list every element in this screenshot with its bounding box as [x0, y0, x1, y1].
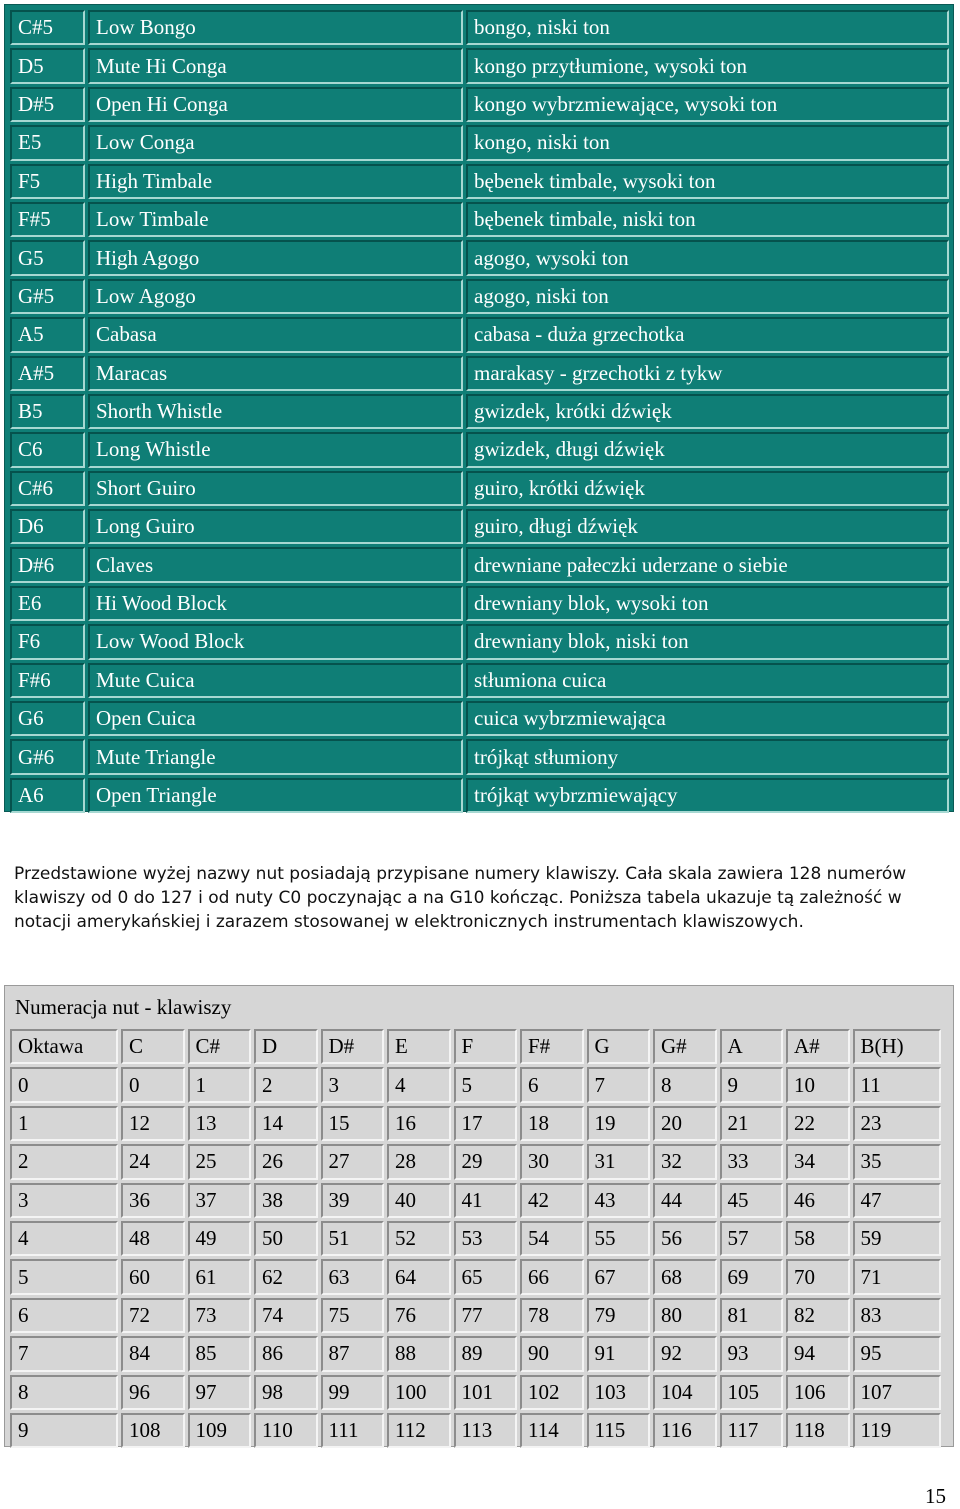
key-number-cell: 103	[587, 1375, 651, 1410]
key-number-cell: 4	[387, 1067, 451, 1102]
instrument-cell: Maracas	[88, 356, 463, 391]
description-paragraph: Przedstawione wyżej nazwy nut posiadają przypisane numery klawiszy. Cała skala zawiera 128 numerów klawiszy od 0 do 127 i od nuty C0 poczynając a na G10 kończąc. Poniższa tabela ukazuje tą zależność w notacji amerykańskiej i zarazem stosowanej w elektronicznych instrumentach klawiszowych.	[14, 864, 907, 932]
key-number-cell: 10	[786, 1067, 850, 1102]
table-row	[10, 778, 949, 813]
key-number-cell: 25	[188, 1144, 252, 1179]
column-header: A	[720, 1029, 784, 1064]
key-number-cell: 5	[454, 1067, 518, 1102]
table-row	[10, 164, 949, 199]
table-row	[10, 1375, 941, 1410]
key-number-cell: 91	[587, 1336, 651, 1371]
column-header: D	[254, 1029, 318, 1064]
column-header: B(H)	[853, 1029, 941, 1064]
key-number-cell: 90	[520, 1336, 584, 1371]
key-number-cell: 88	[387, 1336, 451, 1371]
instrument-cell: Low Bongo	[88, 10, 463, 45]
key-number-cell: 99	[321, 1375, 385, 1410]
key-numbering-table	[4, 985, 954, 1447]
key-number-cell: 38	[254, 1183, 318, 1218]
note-cell: E5	[10, 125, 85, 160]
key-number-cell: 114	[520, 1413, 584, 1448]
key-number-cell: 108	[121, 1413, 185, 1448]
description-cell: kongo wybrzmiewające, wysoki ton	[466, 87, 949, 122]
key-number-cell: 53	[454, 1221, 518, 1256]
key-number-cell: 31	[587, 1144, 651, 1179]
key-number-cell: 111	[321, 1413, 385, 1448]
key-number-cell: 14	[254, 1106, 318, 1141]
table-row	[10, 739, 949, 774]
instrument-cell: Open Cuica	[88, 701, 463, 736]
note-cell: A#5	[10, 356, 85, 391]
key-number-cell: 24	[121, 1144, 185, 1179]
note-cell: D6	[10, 509, 85, 544]
key-number-cell: 115	[587, 1413, 651, 1448]
octave-cell: 1	[10, 1106, 118, 1141]
octave-cell: 4	[10, 1221, 118, 1256]
key-number-cell: 105	[720, 1375, 784, 1410]
description-cell: agogo, niski ton	[466, 279, 949, 314]
key-number-cell: 68	[653, 1259, 717, 1294]
key-number-cell: 112	[387, 1413, 451, 1448]
key-number-cell: 55	[587, 1221, 651, 1256]
instrument-cell: Shorth Whistle	[88, 394, 463, 429]
key-number-cell: 19	[587, 1106, 651, 1141]
key-number-cell: 34	[786, 1144, 850, 1179]
key-number-cell: 119	[853, 1413, 941, 1448]
key-number-cell: 59	[853, 1221, 941, 1256]
key-number-cell: 30	[520, 1144, 584, 1179]
octave-cell: 0	[10, 1067, 118, 1102]
key-number-cell: 50	[254, 1221, 318, 1256]
key-number-cell: 23	[853, 1106, 941, 1141]
table-row	[10, 394, 949, 429]
key-number-cell: 83	[853, 1298, 941, 1333]
key-number-cell: 47	[853, 1183, 941, 1218]
key-number-cell: 0	[121, 1067, 185, 1102]
note-cell: D5	[10, 48, 85, 83]
key-number-cell: 8	[653, 1067, 717, 1102]
key-number-cell: 26	[254, 1144, 318, 1179]
description-cell: trójkąt wybrzmiewający	[466, 778, 949, 813]
key-number-cell: 113	[454, 1413, 518, 1448]
key-number-cell: 51	[321, 1221, 385, 1256]
table-row	[10, 10, 949, 45]
table-header-row	[10, 1029, 941, 1064]
instrument-cell: Mute Hi Conga	[88, 48, 463, 83]
note-cell: A6	[10, 778, 85, 813]
key-number-cell: 36	[121, 1183, 185, 1218]
table-row	[10, 317, 949, 352]
note-cell: C#5	[10, 10, 85, 45]
instrument-cell: High Agogo	[88, 240, 463, 275]
table-row	[10, 240, 949, 275]
table-row	[10, 1183, 941, 1218]
table-row	[10, 624, 949, 659]
description-cell: drewniane pałeczki uderzane o siebie	[466, 547, 949, 582]
key-number-cell: 58	[786, 1221, 850, 1256]
key-number-cell: 76	[387, 1298, 451, 1333]
key-number-cell: 95	[853, 1336, 941, 1371]
key-number-cell: 22	[786, 1106, 850, 1141]
table-caption: Numeracja nut - klawiszy	[15, 995, 232, 1019]
table-row	[10, 1106, 941, 1141]
description-cell: cabasa - duża grzechotka	[466, 317, 949, 352]
key-number-cell: 27	[321, 1144, 385, 1179]
note-cell: A5	[10, 317, 85, 352]
key-number-cell: 40	[387, 1183, 451, 1218]
description-cell: bębenek timbale, wysoki ton	[466, 164, 949, 199]
instrument-cell: Hi Wood Block	[88, 586, 463, 621]
key-number-cell: 17	[454, 1106, 518, 1141]
description-cell: bębenek timbale, niski ton	[466, 202, 949, 237]
key-number-cell: 2	[254, 1067, 318, 1102]
description-cell: stłumiona cuica	[466, 663, 949, 698]
key-number-cell: 62	[254, 1259, 318, 1294]
key-number-cell: 74	[254, 1298, 318, 1333]
column-header: C#	[188, 1029, 252, 1064]
octave-cell: 3	[10, 1183, 118, 1218]
percussion-table-grid	[7, 7, 952, 816]
description-cell: gwizdek, krótki dźwięk	[466, 394, 949, 429]
column-header: A#	[786, 1029, 850, 1064]
instrument-cell: Mute Triangle	[88, 739, 463, 774]
key-number-cell: 11	[853, 1067, 941, 1102]
table-row	[10, 547, 949, 582]
note-cell: E6	[10, 586, 85, 621]
key-number-cell: 48	[121, 1221, 185, 1256]
description-cell: kongo przytłumione, wysoki ton	[466, 48, 949, 83]
instrument-cell: High Timbale	[88, 164, 463, 199]
description-cell: cuica wybrzmiewająca	[466, 701, 949, 736]
description-cell: drewniany blok, niski ton	[466, 624, 949, 659]
key-number-cell: 37	[188, 1183, 252, 1218]
table-row	[10, 1067, 941, 1102]
table-row	[10, 1259, 941, 1294]
description-cell: drewniany blok, wysoki ton	[466, 586, 949, 621]
octave-cell: 5	[10, 1259, 118, 1294]
key-number-cell: 33	[720, 1144, 784, 1179]
key-number-cell: 71	[853, 1259, 941, 1294]
table-row	[10, 663, 949, 698]
key-number-cell: 63	[321, 1259, 385, 1294]
note-cell: F6	[10, 624, 85, 659]
note-cell: F5	[10, 164, 85, 199]
description-cell: gwizdek, długi dźwięk	[466, 432, 949, 467]
key-number-cell: 101	[454, 1375, 518, 1410]
instrument-cell: Cabasa	[88, 317, 463, 352]
instrument-cell: Low Agogo	[88, 279, 463, 314]
column-header: F	[454, 1029, 518, 1064]
key-number-cell: 109	[188, 1413, 252, 1448]
octave-cell: 6	[10, 1298, 118, 1333]
key-number-cell: 65	[454, 1259, 518, 1294]
table-row	[10, 1413, 941, 1448]
note-cell: G5	[10, 240, 85, 275]
key-number-cell: 79	[587, 1298, 651, 1333]
key-number-cell: 98	[254, 1375, 318, 1410]
column-header: F#	[520, 1029, 584, 1064]
table-row	[10, 432, 949, 467]
key-number-cell: 73	[188, 1298, 252, 1333]
table-row	[10, 279, 949, 314]
key-number-cell: 86	[254, 1336, 318, 1371]
octave-cell: 7	[10, 1336, 118, 1371]
instrument-cell: Low Wood Block	[88, 624, 463, 659]
key-number-cell: 77	[454, 1298, 518, 1333]
table-row	[10, 202, 949, 237]
description-cell: marakasy - grzechotki z tykw	[466, 356, 949, 391]
key-number-cell: 57	[720, 1221, 784, 1256]
column-header: Oktawa	[10, 1029, 118, 1064]
description-cell: trójkąt stłumiony	[466, 739, 949, 774]
instrument-cell: Low Timbale	[88, 202, 463, 237]
description-cell: agogo, wysoki ton	[466, 240, 949, 275]
description-cell: kongo, niski ton	[466, 125, 949, 160]
key-number-cell: 42	[520, 1183, 584, 1218]
key-number-cell: 100	[387, 1375, 451, 1410]
instrument-cell: Long Whistle	[88, 432, 463, 467]
key-number-cell: 118	[786, 1413, 850, 1448]
key-number-cell: 96	[121, 1375, 185, 1410]
key-number-cell: 1	[188, 1067, 252, 1102]
table-row	[10, 48, 949, 83]
key-number-cell: 82	[786, 1298, 850, 1333]
key-number-cell: 80	[653, 1298, 717, 1333]
instrument-cell: Open Triangle	[88, 778, 463, 813]
key-number-cell: 7	[587, 1067, 651, 1102]
key-number-cell: 32	[653, 1144, 717, 1179]
table-row	[10, 471, 949, 506]
key-number-cell: 54	[520, 1221, 584, 1256]
instrument-cell: Low Conga	[88, 125, 463, 160]
table-row	[10, 1298, 941, 1333]
key-number-cell: 75	[321, 1298, 385, 1333]
key-number-cell: 104	[653, 1375, 717, 1410]
key-number-cell: 92	[653, 1336, 717, 1371]
key-number-cell: 13	[188, 1106, 252, 1141]
key-number-cell: 117	[720, 1413, 784, 1448]
key-number-cell: 28	[387, 1144, 451, 1179]
key-numbering-grid	[7, 1026, 944, 1451]
page-number: 15	[925, 1484, 946, 1508]
instrument-cell: Claves	[88, 547, 463, 582]
key-number-cell: 64	[387, 1259, 451, 1294]
octave-cell: 2	[10, 1144, 118, 1179]
column-header: C	[121, 1029, 185, 1064]
key-number-cell: 93	[720, 1336, 784, 1371]
instrument-cell: Short Guiro	[88, 471, 463, 506]
key-number-cell: 29	[454, 1144, 518, 1179]
table-row	[10, 1336, 941, 1371]
key-number-cell: 66	[520, 1259, 584, 1294]
key-number-cell: 12	[121, 1106, 185, 1141]
table-row	[10, 356, 949, 391]
description-cell: bongo, niski ton	[466, 10, 949, 45]
key-number-cell: 102	[520, 1375, 584, 1410]
key-number-cell: 110	[254, 1413, 318, 1448]
key-number-cell: 52	[387, 1221, 451, 1256]
key-number-cell: 41	[454, 1183, 518, 1218]
key-number-cell: 15	[321, 1106, 385, 1141]
note-cell: D#6	[10, 547, 85, 582]
description-cell: guiro, krótki dźwięk	[466, 471, 949, 506]
key-number-cell: 16	[387, 1106, 451, 1141]
instrument-cell: Long Guiro	[88, 509, 463, 544]
table-row	[10, 125, 949, 160]
key-number-cell: 46	[786, 1183, 850, 1218]
key-number-cell: 35	[853, 1144, 941, 1179]
instrument-cell: Mute Cuica	[88, 663, 463, 698]
table-row	[10, 586, 949, 621]
octave-cell: 8	[10, 1375, 118, 1410]
key-number-cell: 70	[786, 1259, 850, 1294]
table-row	[10, 87, 949, 122]
key-number-cell: 94	[786, 1336, 850, 1371]
key-number-cell: 87	[321, 1336, 385, 1371]
key-number-cell: 85	[188, 1336, 252, 1371]
key-number-cell: 6	[520, 1067, 584, 1102]
key-number-cell: 45	[720, 1183, 784, 1218]
key-number-cell: 21	[720, 1106, 784, 1141]
note-cell: C6	[10, 432, 85, 467]
key-number-cell: 20	[653, 1106, 717, 1141]
note-cell: G6	[10, 701, 85, 736]
table-row	[10, 701, 949, 736]
note-cell: B5	[10, 394, 85, 429]
key-number-cell: 44	[653, 1183, 717, 1218]
column-header: G#	[653, 1029, 717, 1064]
key-number-cell: 18	[520, 1106, 584, 1141]
table-row	[10, 1144, 941, 1179]
note-cell: C#6	[10, 471, 85, 506]
key-number-cell: 56	[653, 1221, 717, 1256]
key-number-cell: 9	[720, 1067, 784, 1102]
note-cell: D#5	[10, 87, 85, 122]
note-cell: F#5	[10, 202, 85, 237]
key-number-cell: 106	[786, 1375, 850, 1410]
key-number-cell: 116	[653, 1413, 717, 1448]
key-number-cell: 97	[188, 1375, 252, 1410]
key-number-cell: 69	[720, 1259, 784, 1294]
column-header: G	[587, 1029, 651, 1064]
key-number-cell: 3	[321, 1067, 385, 1102]
key-number-cell: 84	[121, 1336, 185, 1371]
key-number-cell: 89	[454, 1336, 518, 1371]
key-number-cell: 81	[720, 1298, 784, 1333]
column-header: E	[387, 1029, 451, 1064]
octave-cell: 9	[10, 1413, 118, 1448]
key-number-cell: 67	[587, 1259, 651, 1294]
description-cell: guiro, długi dźwięk	[466, 509, 949, 544]
key-number-cell: 43	[587, 1183, 651, 1218]
table-row	[10, 1221, 941, 1256]
key-number-cell: 39	[321, 1183, 385, 1218]
key-number-cell: 60	[121, 1259, 185, 1294]
key-number-cell: 61	[188, 1259, 252, 1294]
key-number-cell: 72	[121, 1298, 185, 1333]
note-cell: G#6	[10, 739, 85, 774]
percussion-table	[4, 4, 954, 812]
key-number-cell: 78	[520, 1298, 584, 1333]
note-cell: F#6	[10, 663, 85, 698]
instrument-cell: Open Hi Conga	[88, 87, 463, 122]
note-cell: G#5	[10, 279, 85, 314]
table-row	[10, 509, 949, 544]
key-number-cell: 49	[188, 1221, 252, 1256]
key-number-cell: 107	[853, 1375, 941, 1410]
column-header: D#	[321, 1029, 385, 1064]
